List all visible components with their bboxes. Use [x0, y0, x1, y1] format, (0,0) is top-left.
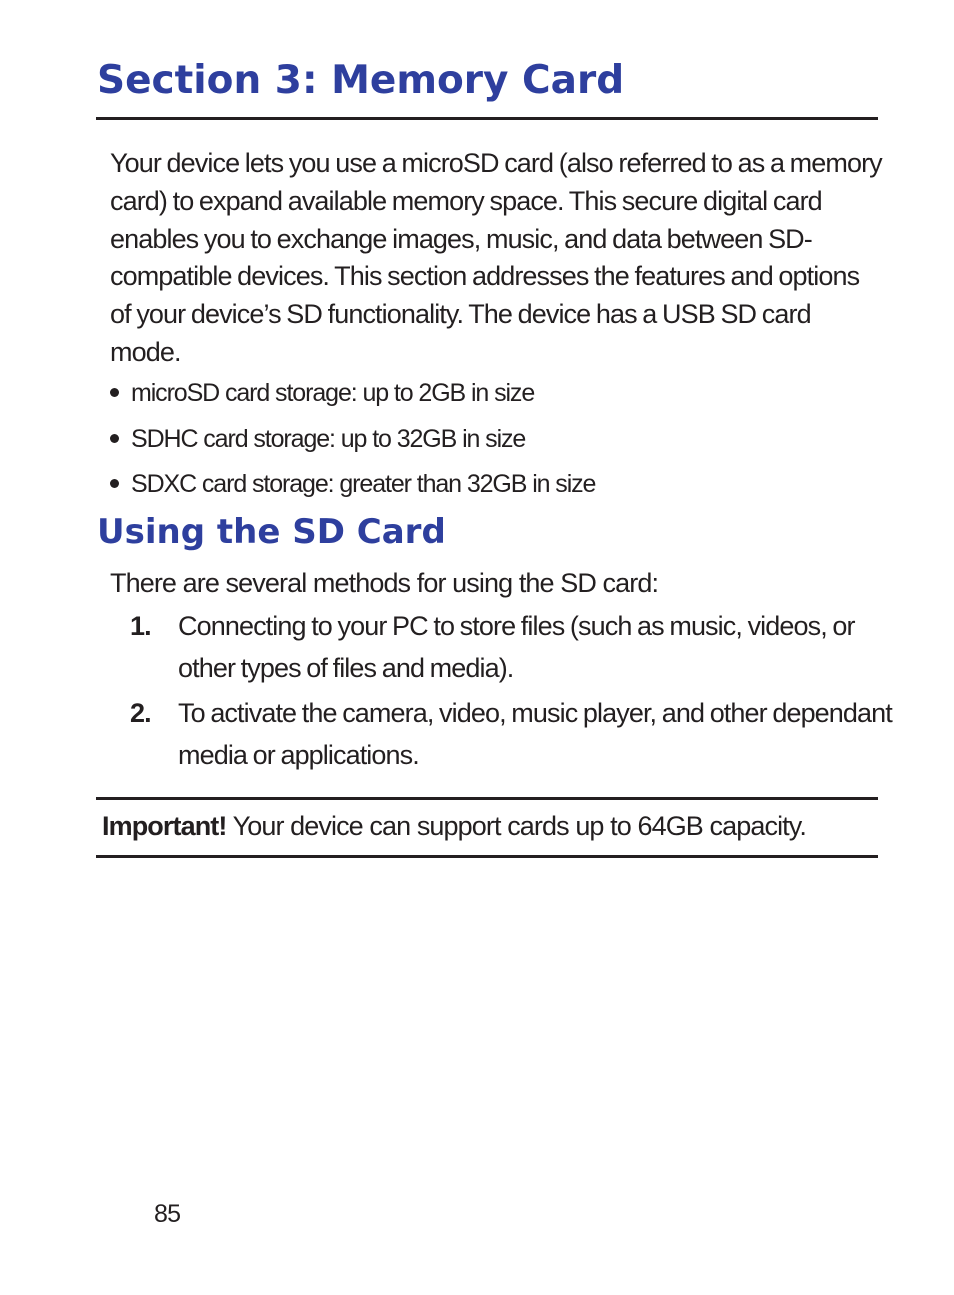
bullet-icon: [110, 479, 119, 488]
step-number: 1.: [130, 611, 151, 641]
steps-list: [130, 605, 898, 779]
section-lead: There are several methods for using the SD card:: [110, 568, 659, 598]
step-item: [130, 605, 898, 689]
list-item: [110, 467, 595, 513]
list-item: [110, 376, 595, 422]
step-text: To activate the camera, video, music player, and other dependant media or applications.: [178, 698, 892, 770]
list-item-text: SDHC card storage: up to 32GB in size: [131, 424, 526, 453]
bullet-icon: [110, 434, 119, 443]
title-divider: [96, 117, 878, 120]
step-number: 2.: [130, 698, 151, 728]
important-note: [102, 808, 806, 845]
list-item: [110, 422, 595, 468]
page-title: Section 3: Memory Card: [97, 58, 625, 103]
section-heading: Using the SD Card: [97, 512, 446, 552]
note-label: Important!: [102, 811, 227, 841]
card-storage-list: [110, 376, 595, 513]
step-text: Connecting to your PC to store files (such as music, videos, or other types of files and media).: [178, 611, 855, 683]
note-text: Your device can support cards up to 64GB capacity.: [226, 811, 806, 841]
list-item-text: microSD card storage: up to 2GB in size: [131, 379, 535, 407]
bullet-icon: [110, 388, 119, 397]
intro-paragraph: Your device lets you use a microSD card (also referred to as a memory card) to expand available memory space. This secure digital card enables you to exchange images, music, and data between SD-compatible devices. This section addresses the features and options of your device’s SD functionality. The device has a USB SD card mode.: [110, 148, 882, 367]
note-top-divider: [96, 797, 878, 800]
step-item: [130, 692, 898, 776]
note-bottom-divider: [96, 855, 878, 858]
list-item-text: SDXC card storage: greater than 32GB in size: [131, 470, 596, 498]
page-number: 85: [154, 1200, 181, 1228]
